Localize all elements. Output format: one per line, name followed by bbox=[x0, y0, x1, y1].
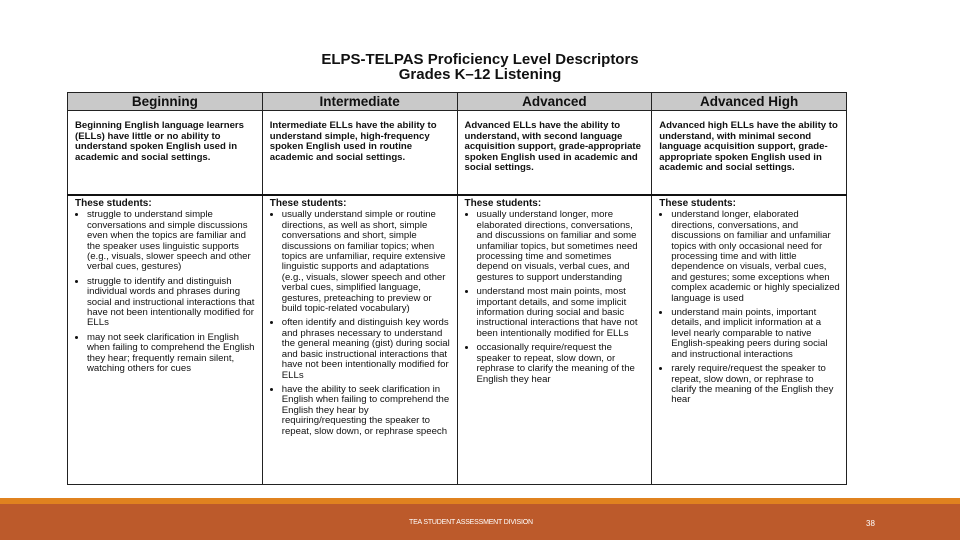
footer-bar bbox=[0, 504, 960, 540]
list-item: • understand most main points, most important details, and some implicit information during social and basic instructional interactions that have not been intentionally modified for ELLs bbox=[477, 287, 646, 339]
descriptor-row bbox=[68, 195, 847, 485]
column-header: Advanced bbox=[457, 93, 652, 111]
descriptor-cell bbox=[68, 195, 263, 485]
cell-lead: These students: bbox=[659, 198, 736, 209]
list-item: • usually understand longer, more elaborated directions, conversations, and discussions on familiar and some unfamiliar topics, but sometimes need processing time and sometimes depend on visuals, verbal cues, and gestures to support understanding bbox=[477, 210, 646, 283]
list-item: • occasionally require/request the speaker to repeat, slow down, or rephrase to clarify the meaning of the English they hear bbox=[477, 343, 646, 385]
column-header: Intermediate bbox=[262, 93, 457, 111]
list-item: • struggle to identify and distinguish individual words and phrases during social and instructional interactions that have not been intentionally modified for ELLs bbox=[87, 277, 256, 329]
intro-cell: Advanced ELLs have the ability to understand, with second language acquisition support, grade-appropriate spoken English used in academic and social settings. bbox=[457, 111, 652, 196]
cell-lead: These students: bbox=[464, 198, 542, 209]
footer-text: TEA STUDENT ASSESSMENT DIVISION bbox=[409, 519, 533, 526]
descriptor-cell bbox=[457, 195, 652, 485]
page-number: 38 bbox=[866, 519, 875, 528]
intro-cell: Intermediate ELLs have the ability to understand simple, high-frequency spoken English used in routine academic and social settings. bbox=[262, 111, 457, 196]
column-header: Beginning bbox=[68, 93, 263, 111]
list-item: • have the ability to seek clarification in English when failing to comprehend the English they hear by requiring/requesting the speaker to repeat, slow down, or rephrase speech bbox=[282, 385, 451, 437]
list-item: • may not seek clarification in English when failing to comprehend the English they hear; frequently remain silent, watching others for cues bbox=[87, 333, 256, 375]
descriptor-cell bbox=[652, 195, 847, 485]
document-subtitle: Grades K–12 Listening bbox=[398, 66, 562, 83]
list-item: • usually understand simple or routine directions, as well as short, simple conversations and short, simple discussions on familiar topics; when topics are unfamiliar, require extensive linguistic supports and adaptations (e.g., visuals, slower speech and other verbal cues, simplified language, gestures, preteaching to preview or build topic-related vocabulary) bbox=[282, 210, 451, 314]
cell-lead: These students: bbox=[75, 198, 152, 209]
document-title: ELPS-TELPAS Proficiency Level Descriptors bbox=[321, 51, 639, 68]
list-item: • often identify and distinguish key words and phrases necessary to understand the general meaning (gist) during social and basic instructional interactions that have not been intentionally modified for ELLs bbox=[282, 318, 451, 380]
column-header: Advanced High bbox=[652, 93, 847, 111]
list-item: • struggle to understand simple conversations and simple discussions even when the topics are familiar and the speaker uses linguistic supports (e.g., visuals, slower speech and other verbal cues, gestures) bbox=[87, 210, 256, 272]
proficiency-table bbox=[67, 92, 847, 485]
list-item: • rarely require/request the speaker to repeat, slow down, or rephrase to clarify the meaning of the English they hear bbox=[671, 364, 840, 406]
cell-lead: These students: bbox=[269, 198, 347, 209]
list-item: • understand longer, elaborated directions, conversations, and discussions on familiar and unfamiliar topics with only occasional need for processing time and with little dependence on visuals, verbal cues, and gestures; some exceptions when complex academic or highly specialized language is used bbox=[671, 210, 840, 304]
intro-row bbox=[68, 111, 847, 196]
intro-cell: Advanced high ELLs have the ability to understand, with minimal second language acquisition support, grade-appropriate spoken English used in academic and social settings. bbox=[652, 111, 847, 196]
list-item: • understand main points, important details, and implicit information at a level nearly comparable to native English-speaking peers during social and instructional interactions bbox=[671, 308, 840, 360]
header-row bbox=[68, 93, 847, 111]
descriptor-cell bbox=[262, 195, 457, 485]
intro-cell: Beginning English language learners (ELLs) have little or no ability to understand spoken English used in academic and social settings. bbox=[68, 111, 263, 196]
